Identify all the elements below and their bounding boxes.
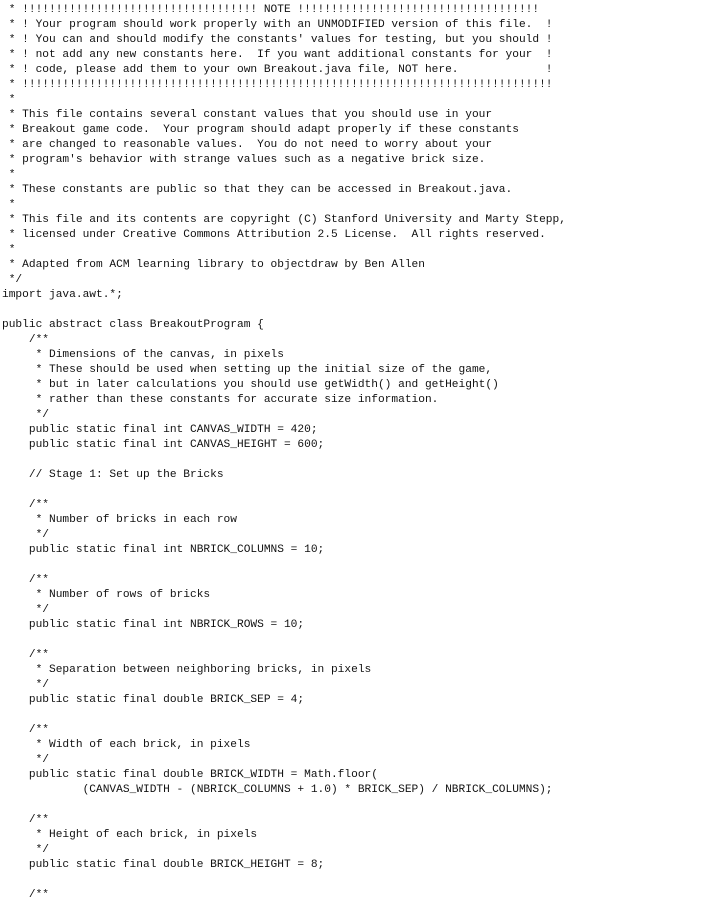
code-line xyxy=(2,873,566,888)
code-line: */ xyxy=(2,604,49,616)
code-line: */ xyxy=(2,529,49,541)
code-line: */ xyxy=(2,409,49,421)
code-line: * Dimensions of the canvas, in pixels xyxy=(2,349,284,361)
code-line: * !!!!!!!!!!!!!!!!!!!!!!!!!!!!!!!!!!!!!!!!!!!!!!!!!!!!!!!!!!!!!!!!!!!!!!!!!!!!!!! xyxy=(2,79,553,91)
code-line: * These should be used when setting up the initial size of the game, xyxy=(2,364,493,376)
code-line: * xyxy=(2,94,16,106)
code-line xyxy=(2,453,566,468)
code-line: * Separation between neighboring bricks, in pixels xyxy=(2,664,372,676)
code-line xyxy=(2,798,566,813)
code-line: * !!!!!!!!!!!!!!!!!!!!!!!!!!!!!!!!!!! NOTE !!!!!!!!!!!!!!!!!!!!!!!!!!!!!!!!!!!! xyxy=(2,4,540,16)
code-line: public static final int CANVAS_WIDTH = 420; xyxy=(2,424,318,436)
code-line: public static final int NBRICK_COLUMNS = 10; xyxy=(2,544,325,556)
code-line: * This file contains several constant values that you should use in your xyxy=(2,109,493,121)
code-line: */ xyxy=(2,844,49,856)
code-line: * This file and its contents are copyright (C) Stanford University and Marty Stepp, xyxy=(2,214,566,226)
code-line: * Height of each brick, in pixels xyxy=(2,829,258,841)
code-line: public static final int NBRICK_ROWS = 10; xyxy=(2,619,305,631)
code-line: /** xyxy=(2,574,49,586)
code-line xyxy=(2,303,566,318)
code-line: import java.awt.*; xyxy=(2,289,123,301)
code-line: public static final double BRICK_SEP = 4; xyxy=(2,694,305,706)
code-line: /** xyxy=(2,724,49,736)
code-line xyxy=(2,633,566,648)
code-line: * Number of rows of bricks xyxy=(2,589,211,601)
code-line: public abstract class BreakoutProgram { xyxy=(2,319,264,331)
code-line: * xyxy=(2,244,16,256)
code-line: * licensed under Creative Commons Attribution 2.5 License. All rights reserved. xyxy=(2,229,546,241)
code-line: /** xyxy=(2,649,49,661)
code-line: * program's behavior with strange values such as a negative brick size. xyxy=(2,154,486,166)
code-line xyxy=(2,708,566,723)
code-line: (CANVAS_WIDTH - (NBRICK_COLUMNS + 1.0) * BRICK_SEP) / NBRICK_COLUMNS); xyxy=(2,784,553,796)
code-line: /** xyxy=(2,334,49,346)
code-line: * Breakout game code. Your program should adapt properly if these constants xyxy=(2,124,519,136)
code-line: /** xyxy=(2,499,49,511)
code-line: * Number of bricks in each row xyxy=(2,514,237,526)
code-line: * Adapted from ACM learning library to objectdraw by Ben Allen xyxy=(2,259,425,271)
code-line: */ xyxy=(2,754,49,766)
code-line: /** xyxy=(2,814,49,826)
code-listing xyxy=(2,3,566,903)
code-line: public static final int CANVAS_HEIGHT = 600; xyxy=(2,439,325,451)
code-line: * ! You can and should modify the constants' values for testing, but you should ! xyxy=(2,34,553,46)
code-line: * ! code, please add them to your own Breakout.java file, NOT here. ! xyxy=(2,64,553,76)
code-line: /** xyxy=(2,889,49,901)
code-line xyxy=(2,483,566,498)
code-line: * Width of each brick, in pixels xyxy=(2,739,251,751)
code-line: * but in later calculations you should use getWidth() and getHeight() xyxy=(2,379,499,391)
code-line: public static final double BRICK_HEIGHT = 8; xyxy=(2,859,325,871)
code-line: * ! Your program should work properly with an UNMODIFIED version of this file. ! xyxy=(2,19,553,31)
code-line: * These constants are public so that they can be accessed in Breakout.java. xyxy=(2,184,513,196)
code-line: * xyxy=(2,199,16,211)
code-line: // Stage 1: Set up the Bricks xyxy=(2,469,224,481)
code-line: * xyxy=(2,169,16,181)
code-line: * ! not add any new constants here. If you want additional constants for your ! xyxy=(2,49,553,61)
code-line: * are changed to reasonable values. You do not need to worry about your xyxy=(2,139,493,151)
code-line: */ xyxy=(2,679,49,691)
code-line: * rather than these constants for accurate size information. xyxy=(2,394,439,406)
code-line: public static final double BRICK_WIDTH = Math.floor( xyxy=(2,769,378,781)
code-line xyxy=(2,558,566,573)
code-line: */ xyxy=(2,274,23,286)
